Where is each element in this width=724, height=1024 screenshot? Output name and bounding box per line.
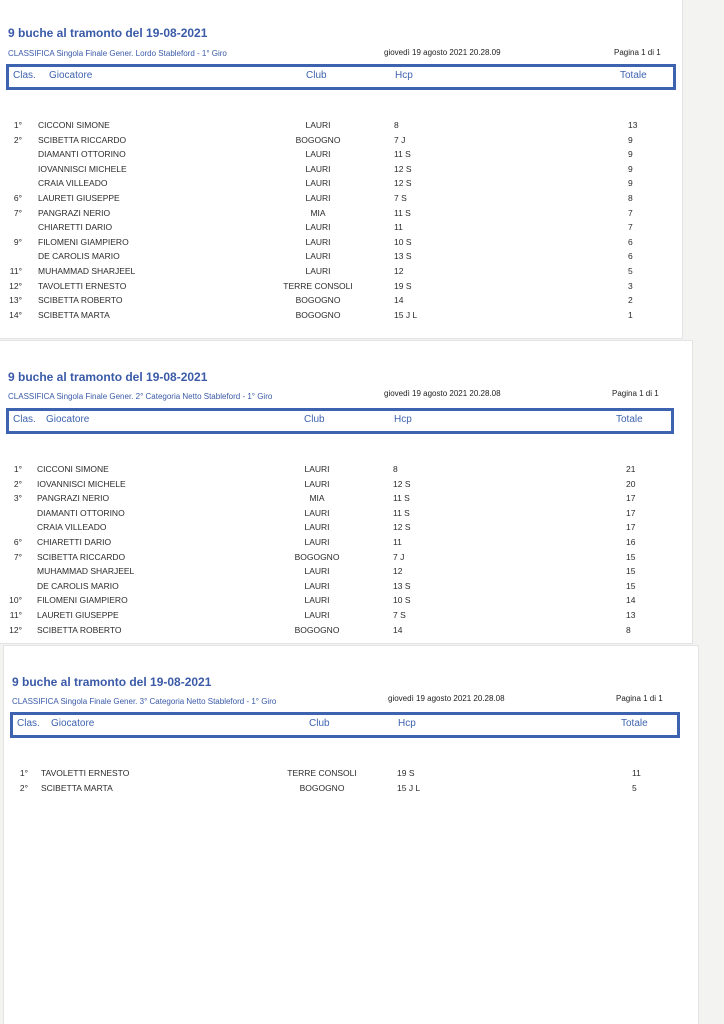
hcp-cell: 10 S xyxy=(393,595,411,606)
club-cell: LAURI xyxy=(304,478,330,489)
table-row xyxy=(0,522,692,536)
table-row xyxy=(0,193,682,207)
club-cell: LAURI xyxy=(305,266,331,276)
sheet-datetime: giovedì 19 agosto 2021 20.28.08 xyxy=(388,694,505,703)
total-cell: 7 xyxy=(628,222,633,233)
header-clas: Clas. xyxy=(17,718,40,729)
table-row xyxy=(0,266,682,280)
player-name-cell: LAURETI GIUSEPPE xyxy=(38,193,120,203)
hcp-cell: 13 S xyxy=(393,580,411,591)
club-cell: BOGOGNO xyxy=(295,309,341,320)
header-club: Club xyxy=(309,718,330,729)
table-row xyxy=(0,135,682,149)
hcp-cell: 7 J xyxy=(393,551,405,562)
position-cell: 6° xyxy=(13,537,22,547)
player-name-cell: CRAIA VILLEADO xyxy=(38,178,108,189)
hcp-cell: 12 S xyxy=(394,163,412,174)
total-cell: 14 xyxy=(626,595,636,606)
hcp-cell: 14 xyxy=(393,624,403,635)
total-cell: 9 xyxy=(628,149,633,160)
sheet-subtitle: CLASSIFICA Singola Finale Gener. 2° Categoria Netto Stableford - 1° Giro xyxy=(8,392,273,401)
header-hcp: Hcp xyxy=(394,414,412,425)
club-cell: LAURI xyxy=(305,178,331,189)
total-cell: 8 xyxy=(626,624,631,635)
position-cell: 12° xyxy=(9,624,22,635)
table-row xyxy=(0,178,682,192)
hcp-cell: 11 S xyxy=(394,149,411,160)
table-row xyxy=(0,581,692,595)
hcp-cell: 11 S xyxy=(393,493,410,504)
player-name-cell: TAVOLETTI ERNESTO xyxy=(41,768,130,778)
position-cell: 12° xyxy=(9,280,22,291)
club-cell: LAURI xyxy=(304,464,330,474)
table-row xyxy=(0,222,682,236)
player-name-cell: IOVANNISCI MICHELE xyxy=(37,478,126,489)
position-cell: 14° xyxy=(9,309,22,320)
club-cell: LAURI xyxy=(304,580,330,591)
player-name-cell: CHIARETTI DARIO xyxy=(38,222,113,233)
position-cell: 13° xyxy=(9,295,22,306)
sheet-title: 9 buche al tramonto del 19-08-2021 xyxy=(12,675,212,689)
table-row xyxy=(0,251,682,265)
table-row xyxy=(0,610,692,624)
player-name-cell: PANGRAZI NERIO xyxy=(38,207,111,218)
hcp-cell: 12 S xyxy=(394,178,412,189)
header-total: Totale xyxy=(616,414,643,425)
hcp-cell: 12 S xyxy=(393,478,411,489)
header-club: Club xyxy=(304,414,325,425)
total-cell: 11 xyxy=(632,768,641,778)
club-cell: LAURI xyxy=(305,120,331,130)
hcp-cell: 10 S xyxy=(394,236,412,247)
table-row xyxy=(0,295,682,309)
total-cell: 17 xyxy=(626,507,636,518)
results-sheet-lordo xyxy=(0,0,682,338)
player-name-cell: CHIARETTI DARIO xyxy=(37,537,112,547)
header-clas: Clas. xyxy=(13,414,36,425)
table-row xyxy=(0,149,682,163)
player-name-cell: TAVOLETTI ERNESTO xyxy=(38,280,127,291)
header-total: Totale xyxy=(620,70,647,81)
table-header xyxy=(6,64,676,90)
position-cell: 1° xyxy=(13,464,22,474)
hcp-cell: 12 S xyxy=(393,522,411,533)
table-row xyxy=(0,508,692,522)
table-header xyxy=(10,712,680,738)
player-name-cell: FILOMENI GIAMPIERO xyxy=(37,595,128,606)
header-hcp: Hcp xyxy=(398,718,416,729)
player-name-cell: FILOMENI GIAMPIERO xyxy=(38,236,129,247)
total-cell: 15 xyxy=(626,580,636,591)
table-row xyxy=(0,208,682,222)
table-row xyxy=(0,537,692,551)
table-row xyxy=(0,237,682,251)
hcp-cell: 19 S xyxy=(397,768,415,778)
table-row xyxy=(0,493,692,507)
position-cell: 9° xyxy=(13,236,22,247)
hcp-cell: 12 xyxy=(393,566,403,577)
player-name-cell: CRAIA VILLEADO xyxy=(37,522,107,533)
hcp-cell: 7 J xyxy=(394,134,406,145)
hcp-cell: 11 xyxy=(393,537,402,547)
header-player: Giocatore xyxy=(49,70,93,81)
hcp-cell: 7 S xyxy=(393,610,406,620)
hcp-cell: 19 S xyxy=(394,280,412,291)
hcp-cell: 8 xyxy=(394,120,399,130)
club-cell: BOGOGNO xyxy=(299,782,345,793)
position-cell: 6° xyxy=(13,193,22,203)
club-cell: BOGOGNO xyxy=(294,624,340,635)
total-cell: 9 xyxy=(628,163,633,174)
club-cell: LAURI xyxy=(304,537,330,547)
hcp-cell: 8 xyxy=(393,464,398,474)
position-cell: 11° xyxy=(9,266,22,276)
total-cell: 9 xyxy=(628,178,633,189)
player-name-cell: CICCONI SIMONE xyxy=(37,464,109,474)
player-name-cell: PANGRAZI NERIO xyxy=(37,493,110,504)
sheet-page-number: Pagina 1 di 1 xyxy=(614,48,661,57)
club-cell: BOGOGNO xyxy=(295,295,341,306)
table-row xyxy=(0,310,682,324)
position-cell: 2° xyxy=(13,478,22,489)
club-cell: LAURI xyxy=(305,251,331,262)
player-name-cell: IOVANNISCI MICHELE xyxy=(38,163,127,174)
total-cell: 13 xyxy=(626,610,636,620)
club-cell: LAURI xyxy=(304,610,330,620)
table-row xyxy=(0,595,692,609)
player-name-cell: DIAMANTI OTTORINO xyxy=(37,507,125,518)
hcp-cell: 11 S xyxy=(394,207,411,218)
table-header xyxy=(6,408,674,434)
player-name-cell: SCIBETTA MARTA xyxy=(38,309,110,320)
club-cell: TERRE CONSOLI xyxy=(283,280,353,291)
total-cell: 5 xyxy=(628,266,633,276)
header-hcp: Hcp xyxy=(395,70,413,81)
club-cell: LAURI xyxy=(305,163,331,174)
position-cell: 11° xyxy=(9,610,22,620)
position-cell: 2° xyxy=(19,782,28,793)
results-sheet-3-categoria xyxy=(4,646,698,1024)
total-cell: 17 xyxy=(626,493,636,504)
total-cell: 15 xyxy=(626,551,636,562)
player-name-cell: SCIBETTA MARTA xyxy=(41,782,113,793)
hcp-cell: 12 xyxy=(394,266,404,276)
table-row xyxy=(4,783,698,797)
table-row xyxy=(0,464,692,478)
table-row xyxy=(4,768,698,782)
player-name-cell: CICCONI SIMONE xyxy=(38,120,110,130)
table-row xyxy=(0,164,682,178)
table-row xyxy=(0,566,692,580)
sheet-subtitle: CLASSIFICA Singola Finale Gener. Lordo Stableford - 1° Giro xyxy=(8,49,227,58)
position-cell: 1° xyxy=(19,768,28,778)
header-player: Giocatore xyxy=(51,718,95,729)
club-cell: LAURI xyxy=(305,193,331,203)
position-cell: 10° xyxy=(9,595,22,606)
total-cell: 5 xyxy=(632,782,637,793)
club-cell: LAURI xyxy=(304,566,330,577)
sheet-title: 9 buche al tramonto del 19-08-2021 xyxy=(8,370,208,384)
header-player: Giocatore xyxy=(46,414,90,425)
total-cell: 17 xyxy=(626,522,636,533)
sheet-datetime: giovedì 19 agosto 2021 20.28.09 xyxy=(384,48,501,57)
table-row xyxy=(0,281,682,295)
hcp-cell: 13 S xyxy=(394,251,412,262)
position-cell: 1° xyxy=(13,120,22,130)
total-cell: 6 xyxy=(628,251,633,262)
sheet-datetime: giovedì 19 agosto 2021 20.28.08 xyxy=(384,389,501,398)
sheet-subtitle: CLASSIFICA Singola Finale Gener. 3° Categoria Netto Stableford - 1° Giro xyxy=(12,697,277,706)
position-cell: 3° xyxy=(13,493,22,504)
player-name-cell: LAURETI GIUSEPPE xyxy=(37,610,119,620)
position-cell: 7° xyxy=(13,551,22,562)
hcp-cell: 14 xyxy=(394,295,404,306)
player-name-cell: MUHAMMAD SHARJEEL xyxy=(37,566,135,577)
table-row xyxy=(0,625,692,639)
position-cell: 2° xyxy=(13,134,22,145)
player-name-cell: MUHAMMAD SHARJEEL xyxy=(38,266,136,276)
club-cell: LAURI xyxy=(304,522,330,533)
hcp-cell: 11 S xyxy=(393,507,410,518)
total-cell: 9 xyxy=(628,134,633,145)
player-name-cell: DIAMANTI OTTORINO xyxy=(38,149,126,160)
total-cell: 13 xyxy=(628,120,638,130)
results-sheet-2-categoria xyxy=(0,341,692,643)
hcp-cell: 15 J L xyxy=(397,782,421,793)
total-cell: 2 xyxy=(628,295,633,306)
position-cell: 7° xyxy=(13,207,22,218)
table-row xyxy=(0,479,692,493)
total-cell: 21 xyxy=(626,464,636,474)
table-row xyxy=(0,552,692,566)
hcp-cell: 7 S xyxy=(394,193,407,203)
total-cell: 7 xyxy=(628,207,633,218)
total-cell: 15 xyxy=(626,566,636,577)
player-name-cell: SCIBETTA RICCARDO xyxy=(38,134,127,145)
hcp-cell: 15 J L xyxy=(394,309,418,320)
total-cell: 6 xyxy=(628,236,633,247)
header-total: Totale xyxy=(621,718,648,729)
header-club: Club xyxy=(306,70,327,81)
hcp-cell: 11 xyxy=(394,222,403,233)
total-cell: 20 xyxy=(626,478,636,489)
player-name-cell: SCIBETTA ROBERTO xyxy=(37,624,122,635)
club-cell: BOGOGNO xyxy=(294,551,340,562)
header-clas: Clas. xyxy=(13,70,36,81)
club-cell: MIA xyxy=(310,207,326,218)
player-name-cell: SCIBETTA RICCARDO xyxy=(37,551,126,562)
sheet-page-number: Pagina 1 di 1 xyxy=(616,694,663,703)
club-cell: LAURI xyxy=(305,222,331,233)
club-cell: TERRE CONSOLI xyxy=(287,768,357,778)
player-name-cell: SCIBETTA ROBERTO xyxy=(38,295,123,306)
club-cell: BOGOGNO xyxy=(295,134,341,145)
total-cell: 1 xyxy=(628,309,633,320)
sheet-title: 9 buche al tramonto del 19-08-2021 xyxy=(8,26,208,40)
club-cell: MIA xyxy=(309,493,325,504)
total-cell: 8 xyxy=(628,193,633,203)
player-name-cell: DE CAROLIS MARIO xyxy=(37,580,119,591)
club-cell: LAURI xyxy=(305,236,331,247)
total-cell: 3 xyxy=(628,280,633,291)
sheet-page-number: Pagina 1 di 1 xyxy=(612,389,659,398)
table-row xyxy=(0,120,682,134)
club-cell: LAURI xyxy=(304,595,330,606)
club-cell: LAURI xyxy=(305,149,331,160)
player-name-cell: DE CAROLIS MARIO xyxy=(38,251,120,262)
total-cell: 16 xyxy=(626,537,636,547)
club-cell: LAURI xyxy=(304,507,330,518)
